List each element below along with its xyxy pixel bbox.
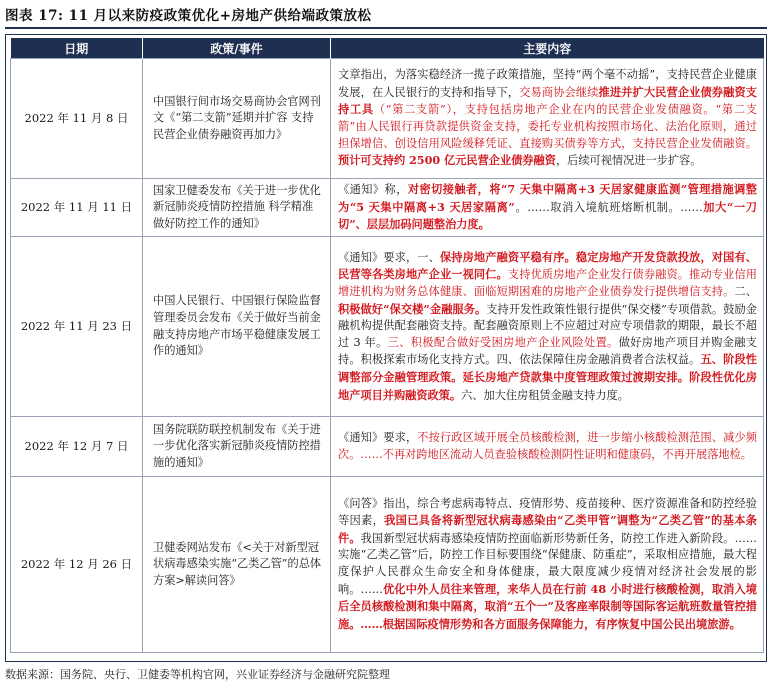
policy-table [10,38,764,653]
source-note: 数据来源：国务院、央行、卫健委等机构官网，兴业证券经济与金融研究院整理 [5,668,390,681]
row-date: 2022 年 11 月 23 日 [11,237,143,417]
figure-title: 图表 17: 11 月以来防疫政策优化+房地产供给端政策放松 [5,8,372,24]
row-event: 国务院联防联控机制发布《关于进一步优化落实新冠肺炎疫情防控措施的通知》 [143,417,331,477]
table-row [11,59,764,179]
highlighted-text: 加大“一刀切”、层层加码问题整治力度。 [338,199,757,232]
row-date: 2022 年 11 月 8 日 [11,59,143,179]
body-text: 二、 [734,285,757,299]
row-content [331,179,764,237]
row-event: 卫健委网站发布《<关于对新型冠状病毒感染实施“乙类乙管”的总体方案>解读问答》 [143,477,331,653]
row-content [331,417,764,477]
row-content [331,477,764,653]
highlighted-text: （“第二支箭”），支持包括房地产企业在内的民营企业发债融资。“第二支箭”由人民银行再贷款提供资金支持，委托专业机构按照市场化、法治化原则，通过担保增信、创设信用风险缓释凭证、直接购买债券等方式，支持民营企业发债融资。 [338,103,757,150]
row-content [331,237,764,417]
highlighted-text: 五、阶段性调整部分金融管理政策。延长房地产贷款集中度管理政策过渡期安排。阶段性优化房地产项目并购融资政策。 [338,352,757,402]
header-content: 主要内容 [331,38,764,59]
highlighted-text: 支持优质房地产企业发行债券融资。推动专业信用增进机构为财务总体健康、面临短期困难的房地产企业债券发行提供增信支持。 [338,268,757,299]
body-text: 《问答》指出，综合考虑病毒特点、疫情形势、疫苗接种、医疗资源准备和防控经验等因素， [338,496,757,528]
body-text: 我国新型冠状病毒感染疫情防控面临新形势新任务，防控工作进入新阶段。……实施“乙类乙管”后，防控工作目标要围绕“保健康、防重症”，采取相应措施，最大程度保护人民群众生命安全和身体健康，最大限度减少疫情对经济社会发展的影响。…… [338,531,757,596]
highlighted-text: 优化中外人员往来管理，来华人员在行前 48 小时进行核酸检测， [382,581,712,596]
table-row [11,237,764,417]
highlighted-text: 取消入境后全员核酸检测和集中隔离，取消“五个一”及客座率限制等国际客运航班数量管控措施。……根据国际疫情形势和各方面服务保障能力，有序恢复中国公民出境旅游。 [338,581,757,631]
highlighted-text: 保持房地产融资平稳有序。稳定房地产开发贷款投放，对国有、民营等各类房地产企业一视同仁。 [338,249,757,282]
row-content [331,59,764,179]
body-text: 《通知》要求，一、 [338,250,440,264]
body-text: 做好房地产项目并购金融支持。积极探索市场化支持方式。四、依法保障住房金融消费者合法权益。 [338,335,757,367]
table-row [11,417,764,477]
highlighted-text: 积极做好“保交楼”金融服务。 [338,301,487,316]
title-rule [5,27,767,29]
header-date: 日期 [11,38,143,59]
highlighted-text: 对密切接触者，将“7 天集中隔离+3 天居家健康监测”管理措施调整为“5 天集中隔离+3 天居家隔离” [338,182,757,214]
row-date: 2022 年 12 月 26 日 [11,477,143,653]
highlighted-text: 推进并扩大民营企业债券融资支持工具 [338,84,757,117]
highlighted-text: 不按行政区域开展全员核酸检测，进一步缩小核酸检测范围、减少频次。……不再对跨地区流动人员查验核酸检测阴性证明和健康码，不再开展落地检。 [338,430,757,461]
table-row [11,179,764,237]
highlighted-text: 交易商协会继续 [519,85,599,99]
highlighted-text: 预计可支持约 2500 亿元民营企业债券融资 [338,153,556,168]
body-text: 六、加大住房租赁金融支持力度。 [461,388,629,402]
body-text: 《通知》要求， [338,430,418,444]
row-date: 2022 年 12 月 7 日 [11,417,143,477]
row-event: 国家卫健委发布《关于进一步优化新冠肺炎疫情防控措施 科学精准做好防控工作的通知》 [143,179,331,237]
row-event: 中国银行间市场交易商协会官网刊文《“第二支箭”延期并扩容 支持民营企业债券融资再加力》 [143,59,331,179]
table-header-row [11,38,764,59]
body-text: 《通知》称， [338,183,408,197]
body-text: 支持开发性政策性银行提供“保交楼”专项借款。鼓励金融机构提供配套融资支持。配套融资原则上不应超过对应专项借款的期限，最长不超过 3 年。 [338,302,757,349]
row-date: 2022 年 11 月 11 日 [11,179,143,237]
table-row [11,477,764,653]
highlighted-text: 三、积极配合做好受困房地产企业风险处置。 [387,335,619,349]
body-text: 。……取消入境航班熔断机制。…… [514,200,703,214]
header-event: 政策/事件 [143,38,331,59]
highlighted-text: 我国已具备将新型冠状病毒感染由“乙类甲管”调整为“乙类乙管”的基本条件。 [338,513,757,545]
body-text: ，后续可视情况进一步扩容。 [555,154,702,168]
table-body [11,59,764,653]
row-event: 中国人民银行、中国银行保险监督管理委员会发布《关于做好当前金融支持房地产市场平稳健康发展工作的通知》 [143,237,331,417]
body-text: 文章指出，为落实稳经济一揽子政策措施，坚持“两个毫不动摇”，支持民营企业健康发展，在人民银行的支持和指导下， [338,68,757,99]
